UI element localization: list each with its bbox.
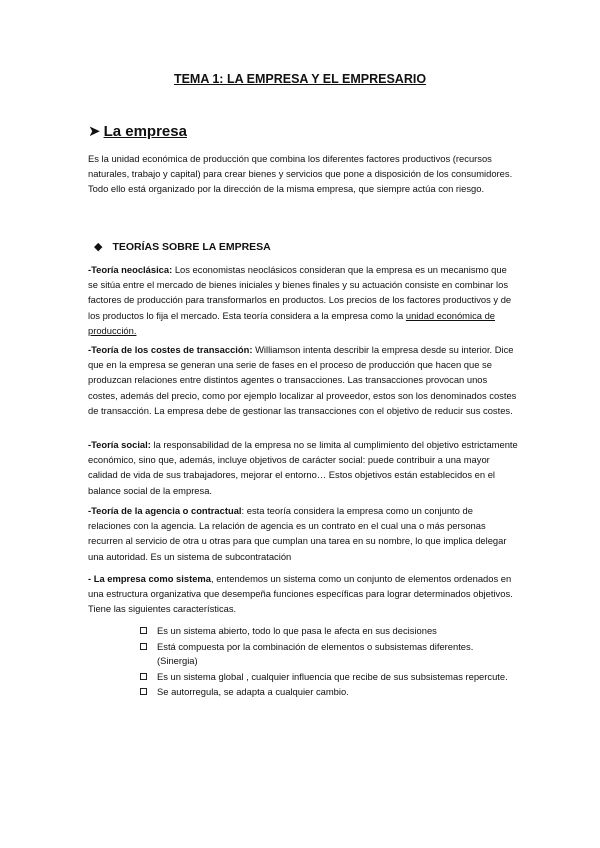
list-item — [140, 685, 510, 700]
checkbox-bullet-icon — [140, 688, 147, 695]
list-item-text: Es un sistema global , cualquier influencia que recibe de sus subsistemas repercute. — [157, 670, 508, 682]
theory-text: , entendemos un sistema como un conjunto de elementos ordenados en una estructura organizativa que desempeña funciones específicas para lograr determinados objetivos. Tiene las siguientes características. — [88, 573, 513, 615]
list-item-text: Está compuesta por la combinación de elementos o subsistemas diferentes.(Sinergia) — [157, 640, 474, 667]
theory-text: Williamson intenta describir la empresa desde su interior. Dice que en la empresa se generan una serie de fases en el proceso de producción que hacen que se produzcan relaciones entre distintos agentes o transacciones. Las transacciones provocan unos costes, además del precio, como por ejemplo localizar al proveedor, estos son los denominados costes de transacción. La empresa debe de gestionar las transacciones con el objetivo de reducir sus costes. — [88, 344, 517, 416]
list-item-text: Es un sistema abierto, todo lo que pasa le afecta en sus decisiones — [157, 625, 437, 636]
theory-underlined-text: unidad económica de producción. — [88, 309, 496, 336]
subsection-heading — [94, 240, 271, 253]
theory-text: Los economistas neoclásicos consideran que la empresa es un mecanismo que se sitúa entre el mercado de bienes iniciales y bienes finales y su actuación consiste en combinar los factores de producción para transformarlos en productos. Los precios de los factores productivos y de los productos lo fija el mercado. Esta teoría considera a la empresa como la — [88, 264, 512, 321]
arrow-bullet-icon: ➤ — [88, 123, 101, 140]
theory-sistema — [88, 571, 518, 617]
theory-text: la responsabilidad de la empresa no se limita al cumplimiento del objetivo estrictamente económico, sino que, además, incluye objetivos de carácter social: puede contribuir a una mayor calidad de vida de sus trabajadores, mejorar el entorno… Estos objetivos están establecidos en el balance social de la empresa. — [88, 439, 518, 496]
characteristics-list — [140, 624, 510, 701]
theory-label: -Teoría de la agencia o contractual — [88, 505, 242, 516]
theory-text: : esta teoría considera la empresa como un conjunto de relaciones con la agencia. La relación de agencia es un contrato en el cual una o más personas recurren al servicio de otra u otras para que cumplan una tarea en su nombre, lo que implica delegar una autoridad. Es un sistema de subcontratación — [88, 505, 507, 562]
list-item — [140, 640, 510, 669]
theory-costes-transaccion — [88, 342, 518, 418]
section-heading — [88, 122, 187, 140]
theory-social — [88, 437, 518, 498]
section-heading-text: La empresa — [103, 122, 187, 140]
theory-label: - La empresa como sistema — [88, 573, 211, 584]
list-item — [140, 624, 510, 639]
checkbox-bullet-icon — [140, 673, 147, 680]
diamond-bullet-icon: ◆ — [94, 241, 103, 253]
checkbox-bullet-icon — [140, 627, 147, 634]
theory-agencia — [88, 503, 518, 564]
page-title: TEMA 1: LA EMPRESA Y EL EMPRESARIO — [173, 72, 427, 86]
subsection-heading-text: TEORÍAS SOBRE LA EMPRESA — [112, 240, 271, 253]
theory-neoclasica — [88, 262, 518, 338]
list-item — [140, 670, 510, 685]
theory-label: -Teoría de los costes de transacción: — [88, 344, 253, 355]
theory-label: -Teoría social: — [88, 439, 151, 450]
checkbox-bullet-icon — [140, 643, 147, 650]
list-item-text: Se autorregula, se adapta a cualquier cambio. — [157, 686, 349, 698]
theory-label: -Teoría neoclásica: — [88, 264, 173, 275]
intro-paragraph: Es la unidad económica de producción que combina los diferentes factores productivos (recursos naturales, trabajo y capital) para crear bienes y servicios que pone a disposición de los consumidores. Todo ello está organizado por la dirección de la misma empresa, que siempre actúa con riesgo. — [88, 153, 513, 195]
